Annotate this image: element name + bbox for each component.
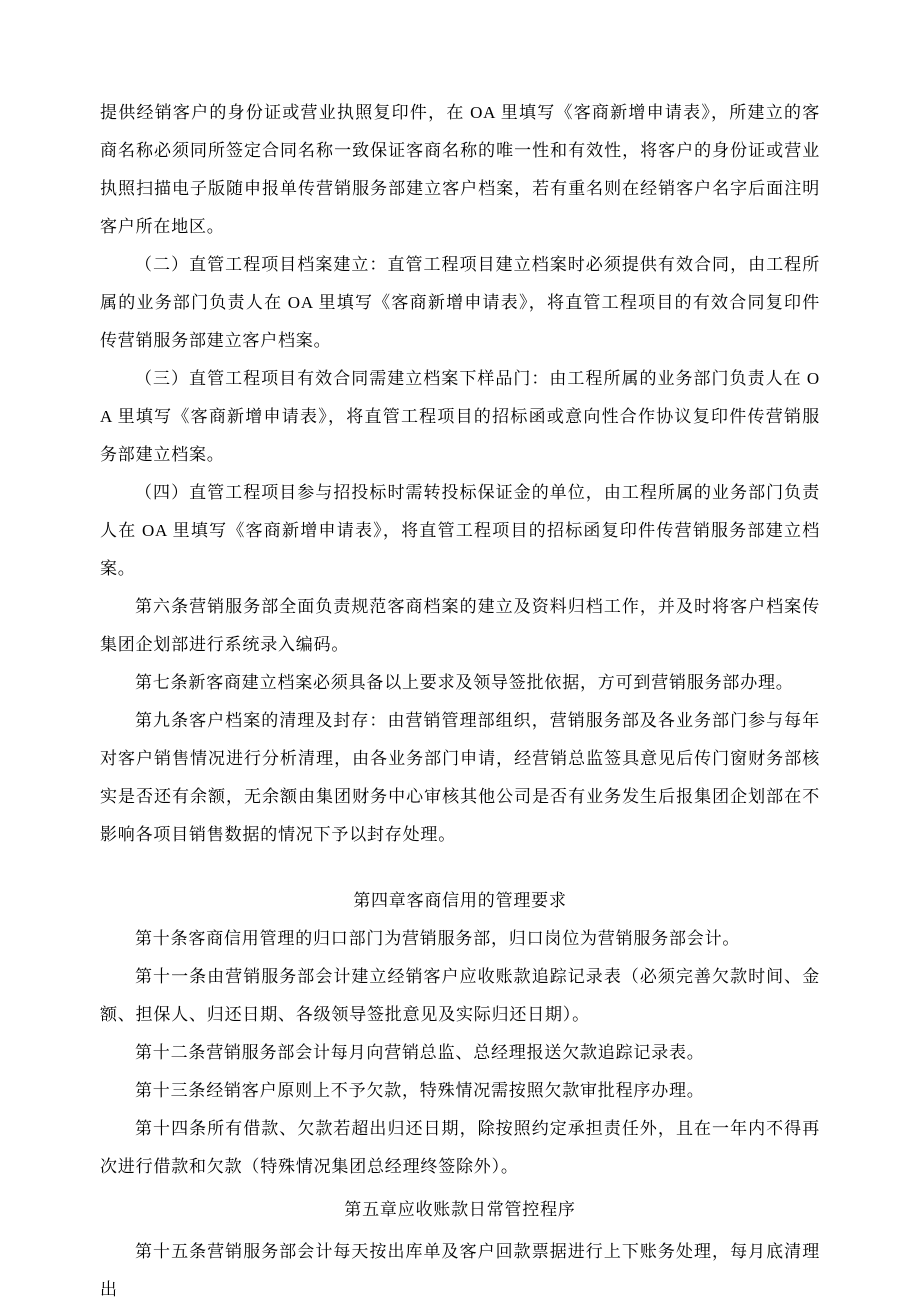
chapter-4-heading: 第四章客商信用的管理要求 <box>353 891 567 910</box>
paragraph-continuation: 提供经销客户的身份证或营业执照复印件，在 OA 里填写《客商新增申请表》，所建立的客商名称必须同所签定合同名称一致保证客商名称的唯一性和有效性，将客户的身份证或营业执照扫描电子版随申报单传营销服务部建立客户档案，若有重名则在经销客户名字后面注明客户所在地区。 <box>100 103 820 236</box>
paragraph-article-9: 第九条客户档案的清理及封存：由营销管理部组织，营销服务部及各业务部门参与每年对客户销售情况进行分析清理，由各业务部门申请，经营销总监签具意见后传门窗财务部核实是否还有余额，无余额由集团财务中心审核其他公司是否有业务发生后报集团企划部在不影响各项目销售数据的情况下予以封存处理。 <box>100 711 820 844</box>
paragraph-article-10: 第十条客商信用管理的归口部门为营销服务部，归口岗位为营销服务部会计。 <box>135 929 741 948</box>
paragraph-item-4: （四）直管工程项目参与招投标时需转投标保证金的单位，由工程所属的业务部门负责人在 OA 里填写《客商新增申请表》，将直管工程项目的招标函复印件传营销服务部建立档案。 <box>100 483 820 578</box>
paragraph-article-7: 第七条新客商建立档案必须具备以上要求及领导签批依据，方可到营销服务部办理。 <box>135 673 794 692</box>
paragraph-article-13: 第十三条经销客户原则上不予欠款，特殊情况需按照欠款审批程序办理。 <box>135 1081 705 1100</box>
paragraph-article-15: 第十五条营销服务部会计每天按出库单及客户回款票据进行上下账务处理，每月底清理出 <box>100 1242 820 1299</box>
paragraph-article-11: 第十一条由营销服务部会计建立经销客户应收账款追踪记录表（必须完善欠款时间、金额、担保人、归还日期、各级领导签批意见及实际归还日期）。 <box>100 967 820 1024</box>
paragraph-article-12: 第十二条营销服务部会计每月向营销总监、总经理报送欠款追踪记录表。 <box>135 1043 705 1062</box>
paragraph-article-14: 第十四条所有借款、欠款若超出归还日期，除按照约定承担责任外，且在一年内不得再次进行借款和欠款（特殊情况集团总经理终签除外）。 <box>100 1119 820 1176</box>
paragraph-item-2: （二）直管工程项目档案建立：直管工程项目建立档案时必须提供有效合同，由工程所属的业务部门负责人在 OA 里填写《客商新增申请表》，将直管工程项目的有效合同复印件传营销服务部建立客户档案。 <box>100 255 820 350</box>
paragraph-item-3: （三）直管工程项目有效合同需建立档案下样品门：由工程所属的业务部门负责人在 OA 里填写《客商新增申请表》，将直管工程项目的招标函或意向性合作协议复印件传营销服务部建立档案。 <box>100 369 820 464</box>
chapter-5-heading: 第五章应收账款日常管控程序 <box>344 1200 576 1219</box>
paragraph-article-6: 第六条营销服务部全面负责规范客商档案的建立及资料归档工作，并及时将客户档案传集团企划部进行系统录入编码。 <box>100 597 820 654</box>
